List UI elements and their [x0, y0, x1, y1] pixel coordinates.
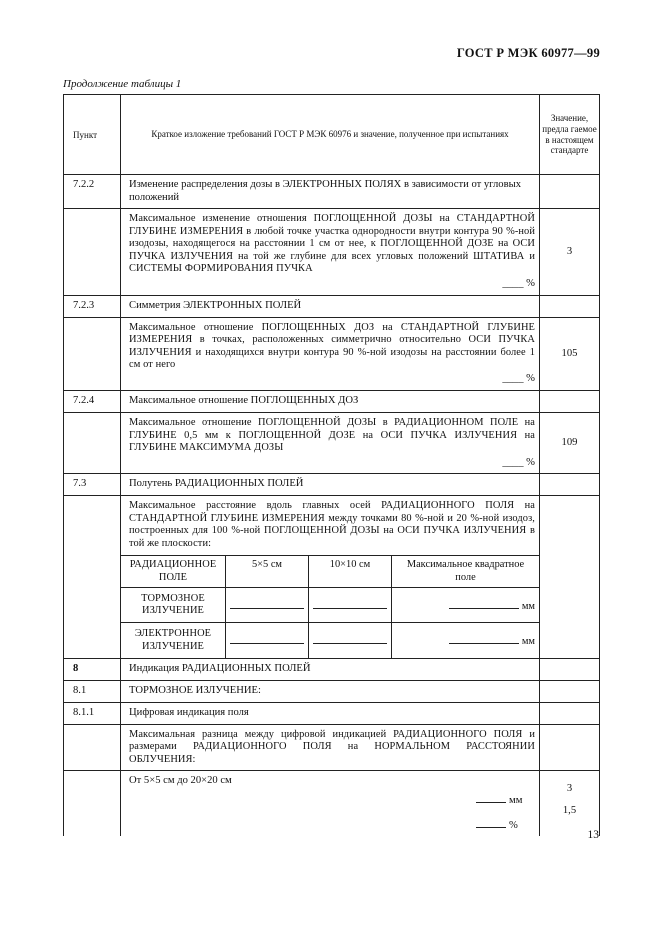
table-row [64, 702, 600, 724]
table-row [64, 474, 600, 496]
row-text: Максимальное изменение отношения ПОГЛОЩЕННОЙ ДОЗЫ на СТАНДАРТНОЙ ГЛУБИНЕ ИЗМЕРЕНИЯ в любой точке участка однородности внутри контура 90 %-ной изодозы, находящегося на расстоянии 1 см от нее, к ПОГЛОЩЕННОЙ ДОЗЕ на ОСИ ПУЧКА ИЗЛУЧЕНИЯ на той же глубине для всех угловых положений ШТАТИВА и СИСТЕМЫ ФОРМИРОВАНИЯ ПУЧКА [129, 213, 535, 275]
row-text: Максимальное отношение ПОГЛОЩЕННОЙ ДОЗЫ в РАДИАЦИОННОМ ПОЛЕ на ГЛУБИНЕ 0,5 мм к ПОГЛОЩЕННОЙ ДОЗЕ на ОСИ ПУЧКА ИЗЛУЧЕНИЯ на ГЛУБИНЕ МАКСИМУМА ДОЗЫ [129, 417, 535, 454]
row-title: Максимальное отношение ПОГЛОЩЕННЫХ ДОЗ [121, 391, 540, 413]
subtable-header-max: Максимальное квадратное поле [392, 556, 540, 588]
row-number: 7.3 [64, 474, 121, 496]
continuation-caption: Продолжение таблицы 1 [63, 78, 182, 90]
table-row [64, 680, 600, 702]
row-text: Максимальное отношение ПОГЛОЩЕННЫХ ДОЗ на СТАНДАРТНОЙ ГЛУБИНЕ ИЗМЕРЕНИЯ в точках, расположенных симметрично относительно ОСИ ПУЧКА ИЗЛУЧЕНИЯ и находящихся внутри контура 90 %-ной изодозы на расстоянии более 1 см от него [129, 321, 535, 370]
subtable-header-10x10: 10×10 см [309, 556, 392, 588]
row-text: Максимальная разница между цифровой индикацией РАДИАЦИОННОГО ПОЛЯ и размерами РАДИАЦИОННОГО ПОЛЯ на НОРМАЛЬНОМ РАССТОЯНИИ ОБЛУЧЕНИЯ: [121, 724, 540, 770]
unit-label: мм [521, 635, 535, 647]
col-header-value: Значение, предла гаемое в настоящем стандарте [540, 95, 600, 175]
row-title: Изменение распределения дозы в ЭЛЕКТРОННЫХ ПОЛЯХ в зависимости от угловых положений [121, 175, 540, 209]
row-number: 7.2.4 [64, 391, 121, 413]
proposed-value: 1,5 [562, 804, 577, 816]
table-row [64, 175, 600, 209]
table-row [64, 209, 600, 295]
col-header-summary: Краткое изложение требований ГОСТ Р МЭК 60976 и значение, полученное при испытаниях [121, 95, 540, 175]
penumbra-subtable [121, 555, 539, 658]
requirements-table [63, 94, 600, 836]
row-text: Максимальное расстояние вдоль главных осей РАДИАЦИОННОГО ПОЛЯ на СТАНДАРТНОЙ ГЛУБИНЕ ИЗМЕРЕНИЯ между точками 80 %-ной и 20 %-ной изодоз, построенных для 100 %-ной ПОГЛОЩЕННОЙ ДОЗЫ на ОСИ ПУЧКА ИЗЛУЧЕНИЯ в той же плоскости: [129, 500, 535, 549]
table-row [64, 658, 600, 680]
row-number: 8.1 [64, 680, 121, 702]
table-row [64, 317, 600, 391]
table-row [64, 413, 600, 474]
row-title: Индикация РАДИАЦИОННЫХ ПОЛЕЙ [121, 658, 540, 680]
subtable-row-label: ТОРМОЗНОЕ ИЗЛУЧЕНИЕ [121, 588, 226, 623]
proposed-value: 109 [540, 413, 600, 474]
row-title: ТОРМОЗНОЕ ИЗЛУЧЕНИЕ: [121, 680, 540, 702]
measured-blank: ____ % [502, 373, 535, 385]
subtable-header-5x5: 5×5 см [226, 556, 309, 588]
table-header-row [64, 95, 600, 175]
subtable-header-field: РАДИАЦИОННОЕ ПОЛЕ [121, 556, 226, 588]
unit-label: % [509, 819, 518, 831]
row-title: Симметрия ЭЛЕКТРОННЫХ ПОЛЕЙ [121, 295, 540, 317]
unit-label: мм [521, 600, 535, 612]
subtable-row-label: ЭЛЕКТРОННОЕ ИЗЛУЧЕНИЕ [121, 623, 226, 658]
row-title: Цифровая индикация поля [121, 702, 540, 724]
table-row [64, 391, 600, 413]
measured-blank: ____ % [502, 456, 535, 468]
row-number: 7.2.2 [64, 175, 121, 209]
unit-label: мм [509, 794, 523, 806]
measured-blank: ____ % [502, 277, 535, 289]
proposed-value: 105 [540, 317, 600, 391]
proposed-value: 3 [566, 783, 573, 795]
table-row [64, 771, 600, 837]
row-number: 8.1.1 [64, 702, 121, 724]
table-row [64, 724, 600, 770]
col-header-point: Пункт [64, 95, 121, 175]
table-row [64, 496, 600, 658]
table-row [64, 295, 600, 317]
row-number: 7.2.3 [64, 295, 121, 317]
row-number: 8 [64, 658, 121, 680]
row-title: Полутень РАДИАЦИОННЫХ ПОЛЕЙ [121, 474, 540, 496]
proposed-value: 3 [540, 209, 600, 295]
document-title: ГОСТ Р МЭК 60977—99 [456, 46, 600, 60]
page-number: 13 [587, 829, 599, 841]
row-text: От 5×5 см до 20×20 см [129, 775, 232, 787]
